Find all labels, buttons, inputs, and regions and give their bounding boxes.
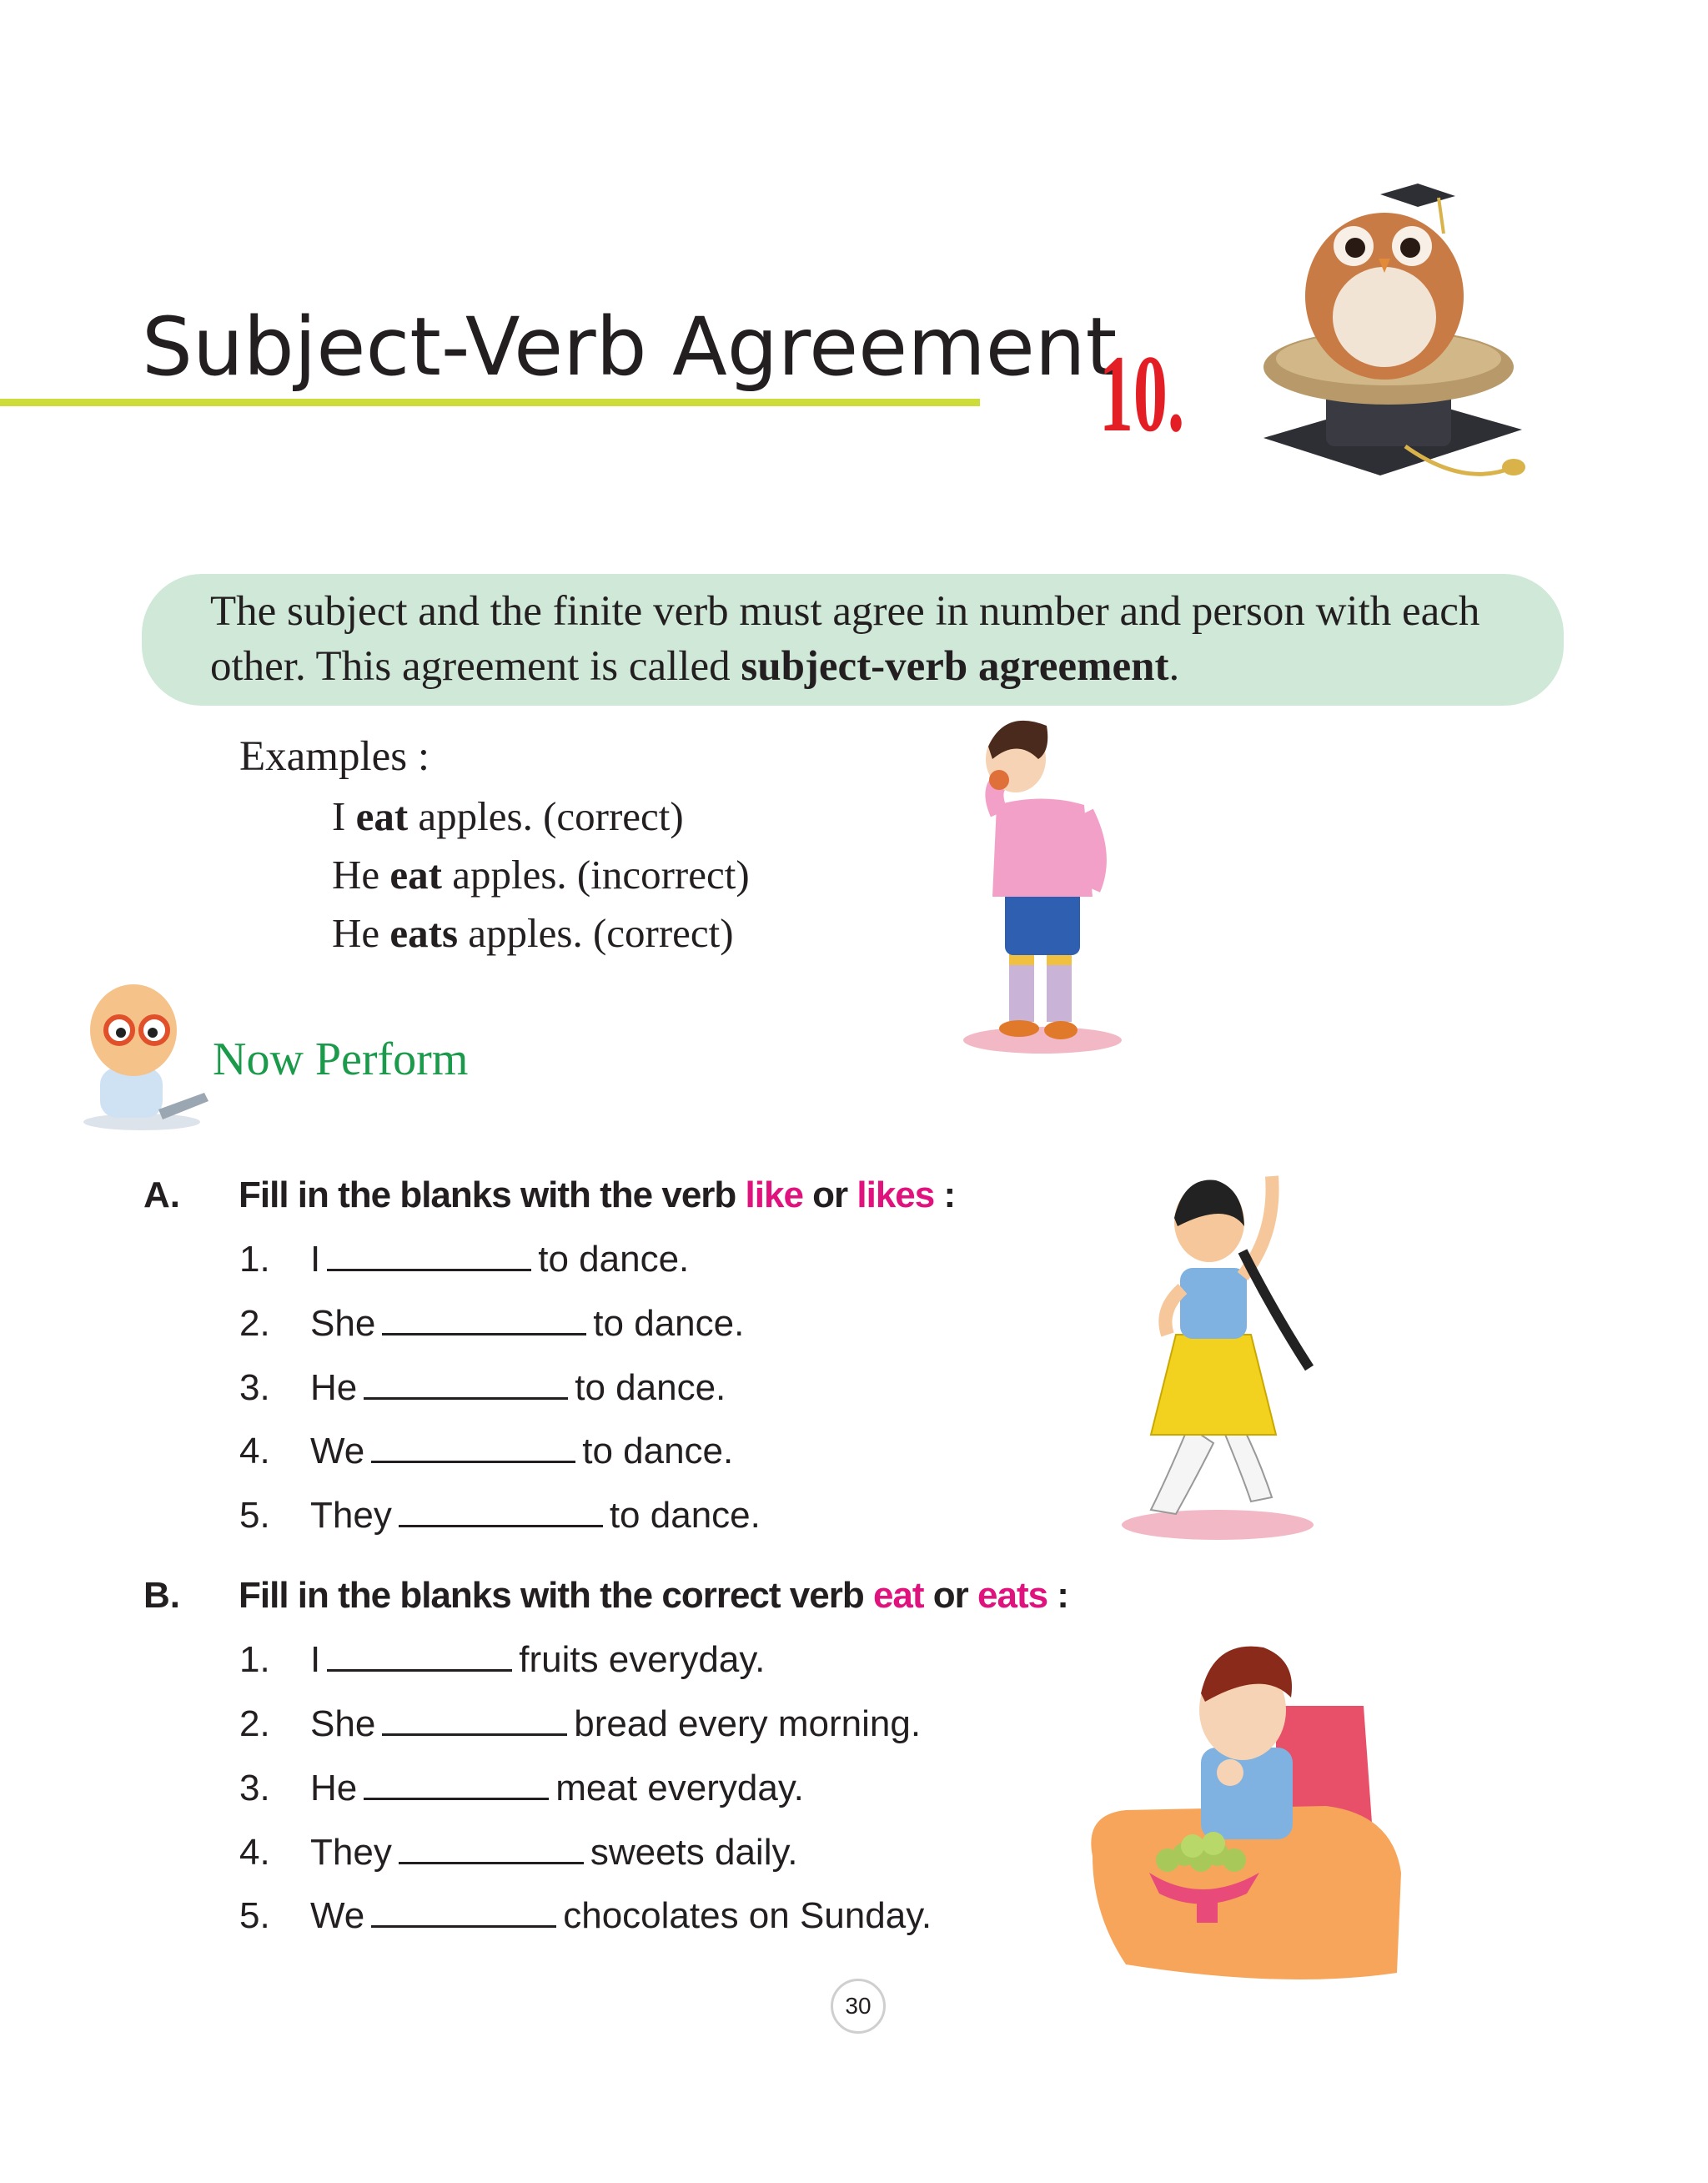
exercise-a-item: 1. I to dance.: [239, 1239, 690, 1280]
definition-part1: The subject and the finite verb must agree in number and person with each other. This agreement is called: [210, 588, 1480, 690]
exercise-b-item: 4. They sweets daily.: [239, 1832, 798, 1873]
answer-blank[interactable]: [364, 1367, 568, 1400]
example-line: He eats apples. (correct): [332, 910, 734, 956]
example-line: I eat apples. (correct): [332, 793, 684, 839]
definition-text: [210, 584, 1545, 694]
now-perform-heading: Now Perform: [213, 1034, 469, 1085]
exercise-a-item: 5. They to dance.: [239, 1495, 761, 1536]
answer-blank[interactable]: [364, 1768, 549, 1800]
exercise-b-item: 3. He meat everyday.: [239, 1768, 804, 1808]
exercise-a-item: 4. We to dance.: [239, 1431, 734, 1471]
answer-blank[interactable]: [399, 1495, 603, 1527]
boy-eating-apple-illustration: [959, 713, 1126, 1055]
example-line: He eat apples. (incorrect): [332, 852, 750, 898]
page-title: Subject-Verb Agreement: [142, 300, 1118, 394]
exercise-a-item: 2. She to dance.: [239, 1303, 745, 1344]
baby-with-laptop-illustration: [79, 976, 213, 1134]
answer-blank[interactable]: [382, 1303, 586, 1335]
answer-blank[interactable]: [371, 1895, 556, 1928]
section-b-letter: B.: [143, 1575, 180, 1616]
answer-blank[interactable]: [327, 1239, 531, 1271]
owl-illustration: [1247, 179, 1539, 513]
page-number: 30: [831, 1979, 886, 2034]
answer-blank[interactable]: [382, 1703, 567, 1736]
exercise-b-item: 5. We chocolates on Sunday.: [239, 1895, 932, 1936]
answer-blank[interactable]: [399, 1832, 584, 1864]
exercise-b-item: 2. She bread every morning.: [239, 1703, 922, 1744]
chapter-number: 10.: [1099, 332, 1185, 455]
answer-blank[interactable]: [327, 1639, 512, 1672]
section-a-letter: A.: [143, 1174, 180, 1215]
section-b-instruction: Fill in the blanks with the correct verb eat or eats :: [239, 1575, 1068, 1616]
dancing-girl-illustration: [1118, 1143, 1326, 1543]
examples-heading: Examples :: [239, 733, 430, 780]
boy-eating-grapes-illustration: [1076, 1622, 1409, 1989]
definition-term: subject-verb agreement: [741, 643, 1169, 690]
answer-blank[interactable]: [371, 1431, 575, 1463]
exercise-b-item: 1. I fruits everyday.: [239, 1639, 766, 1680]
definition-part2: .: [1168, 643, 1180, 690]
section-a-instruction: Fill in the blanks with the verb like or likes :: [239, 1174, 956, 1215]
title-underline: [0, 399, 980, 406]
exercise-a-item: 3. He to dance.: [239, 1367, 726, 1408]
